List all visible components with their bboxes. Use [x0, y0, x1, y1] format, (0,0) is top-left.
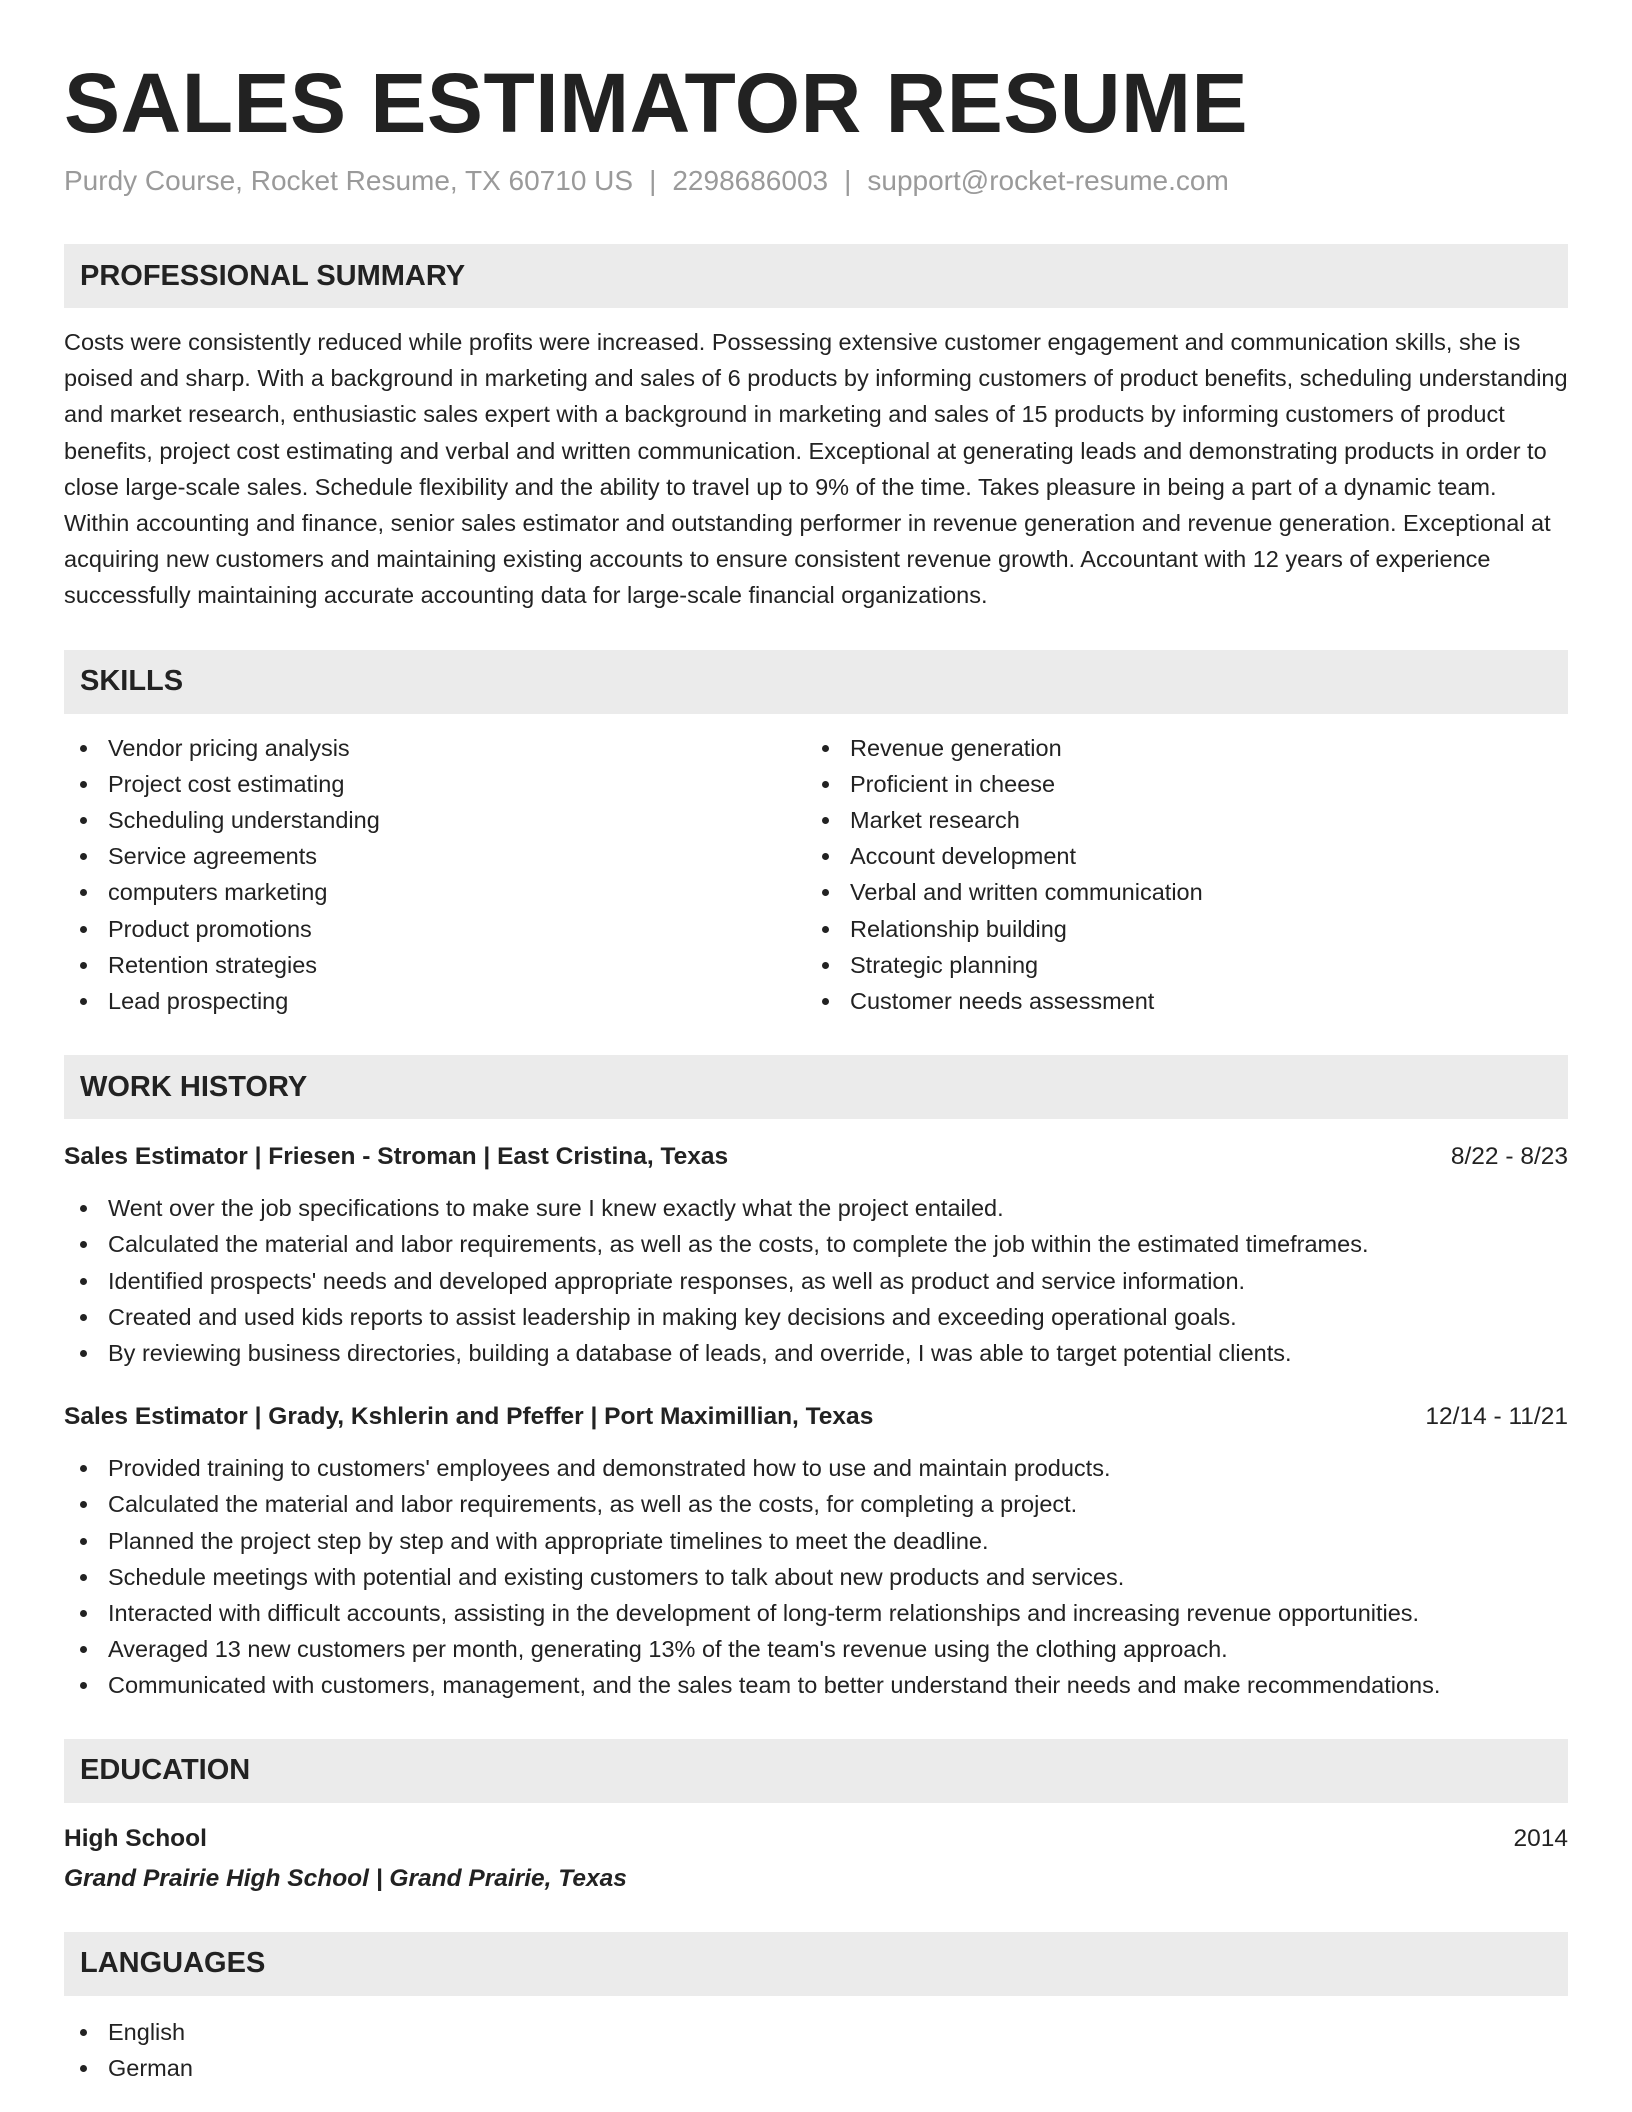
- skill-item: computers marketing: [64, 874, 806, 910]
- section-heading-skills: SKILLS: [64, 650, 1568, 714]
- skill-item: Verbal and written communication: [806, 874, 1548, 910]
- job-header: [64, 1139, 1568, 1175]
- skill-item: Vendor pricing analysis: [64, 730, 806, 766]
- education-year: 2014: [1513, 1824, 1568, 1852]
- job-dates: 8/22 - 8/23: [1450, 1143, 1568, 1171]
- skill-item: Proficient in cheese: [806, 766, 1548, 802]
- job-bullet: By reviewing business directories, building a database of leads, and override, I was able to target potential clients.: [64, 1335, 1568, 1371]
- skill-item: Project cost estimating: [64, 766, 806, 802]
- job-bullets: [64, 1450, 1568, 1703]
- skills-column-left: [64, 730, 806, 1020]
- job-bullet: Identified prospects' needs and developed appropriate responses, as well as product and service information.: [64, 1263, 1568, 1299]
- job-bullet: Created and used kids reports to assist leadership in making key decisions and exceeding operational goals.: [64, 1299, 1568, 1335]
- skill-item: Strategic planning: [806, 947, 1548, 983]
- job-bullet: Averaged 13 new customers per month, generating 13% of the team's revenue using the clothing approach.: [64, 1631, 1568, 1667]
- job-dates: 12/14 - 11/21: [1425, 1403, 1568, 1431]
- job-bullets: [64, 1190, 1568, 1371]
- job-bullet: Went over the job specifications to make sure I knew exactly what the project entailed.: [64, 1190, 1568, 1226]
- contact-line: [64, 163, 1568, 199]
- skill-item: Revenue generation: [806, 730, 1548, 766]
- summary-text: Costs were consistently reduced while profits were increased. Possessing extensive customer engagement and communication skills, she is poised and sharp. With a background in marketing and sales of 6 products by informing customers of product benefits, scheduling understanding and market research, enthusiastic sales expert with a background in marketing and sales of 15 products by informing customers of product benefits, project cost estimating and verbal and written communication. Exceptional at generating leads and demonstrating products in order to close large-scale sales. Schedule flexibility and the ability to travel up to 9% of the time. Takes pleasure in being a part of a dynamic team. Within accounting and finance, senior sales estimator and outstanding performer in revenue generation and revenue generation. Exceptional at acquiring new customers and maintaining existing accounts to ensure consistent revenue growth. Accountant with 12 years of experience successfully maintaining accurate accounting data for large-scale financial organizations.: [64, 329, 1568, 609]
- section-heading-languages: LANGUAGES: [64, 1932, 1568, 1996]
- skill-item: Product promotions: [64, 911, 806, 947]
- education-entry: [64, 1821, 1568, 1897]
- skill-item: Market research: [806, 802, 1548, 838]
- job-bullet: Interacted with difficult accounts, assisting in the development of long-term relationships and increasing revenue opportunities.: [64, 1595, 1568, 1631]
- job-entry: [64, 1399, 1568, 1703]
- skills-list: [64, 730, 1568, 1020]
- job-bullet: Calculated the material and labor requirements, as well as the costs, for completing a project.: [64, 1486, 1568, 1522]
- skill-item: Scheduling understanding: [64, 802, 806, 838]
- job-bullet: Communicated with customers, management, and the sales team to better understand their needs and make recommendations.: [64, 1667, 1568, 1703]
- resume-title: SALES ESTIMATOR RESUME: [64, 56, 1249, 150]
- contact-email: support@rocket-resume.com: [867, 165, 1229, 196]
- job-title: Sales Estimator | Friesen - Stroman | East Cristina, Texas: [64, 1143, 729, 1171]
- skill-item: Service agreements: [64, 838, 806, 874]
- education-school: Grand Prairie High School | Grand Prairie, Texas: [64, 1864, 627, 1892]
- skill-item: Lead prospecting: [64, 983, 806, 1019]
- section-heading-education: EDUCATION: [64, 1739, 1568, 1803]
- job-header: [64, 1399, 1568, 1435]
- language-item: German: [64, 2050, 1568, 2086]
- section-heading-summary: PROFESSIONAL SUMMARY: [64, 244, 1568, 308]
- job-bullet: Calculated the material and labor requirements, as well as the costs, to complete the job within the estimated timeframes.: [64, 1226, 1568, 1262]
- education-header: [64, 1821, 1568, 1857]
- job-bullet: Planned the project step by step and with appropriate timelines to meet the deadline.: [64, 1523, 1568, 1559]
- section-heading-work-history: WORK HISTORY: [64, 1055, 1568, 1119]
- contact-address: Purdy Course, Rocket Resume, TX 60710 US: [64, 165, 634, 196]
- skill-item: Account development: [806, 838, 1548, 874]
- contact-separator: |: [649, 165, 657, 196]
- job-bullet: Provided training to customers' employees and demonstrated how to use and maintain products.: [64, 1450, 1568, 1486]
- skill-item: Customer needs assessment: [806, 983, 1548, 1019]
- skills-column-right: [806, 730, 1548, 1020]
- job-title: Sales Estimator | Grady, Kshlerin and Pfeffer | Port Maximillian, Texas: [64, 1403, 874, 1431]
- language-item: English: [64, 2014, 1568, 2050]
- job-entry: [64, 1139, 1568, 1371]
- languages-list: [64, 2014, 1568, 2086]
- job-bullet: Schedule meetings with potential and existing customers to talk about new products and services.: [64, 1559, 1568, 1595]
- contact-separator: |: [844, 165, 852, 196]
- skill-item: Relationship building: [806, 911, 1548, 947]
- contact-phone: 2298686003: [672, 165, 829, 196]
- skill-item: Retention strategies: [64, 947, 806, 983]
- education-degree: High School: [64, 1824, 207, 1852]
